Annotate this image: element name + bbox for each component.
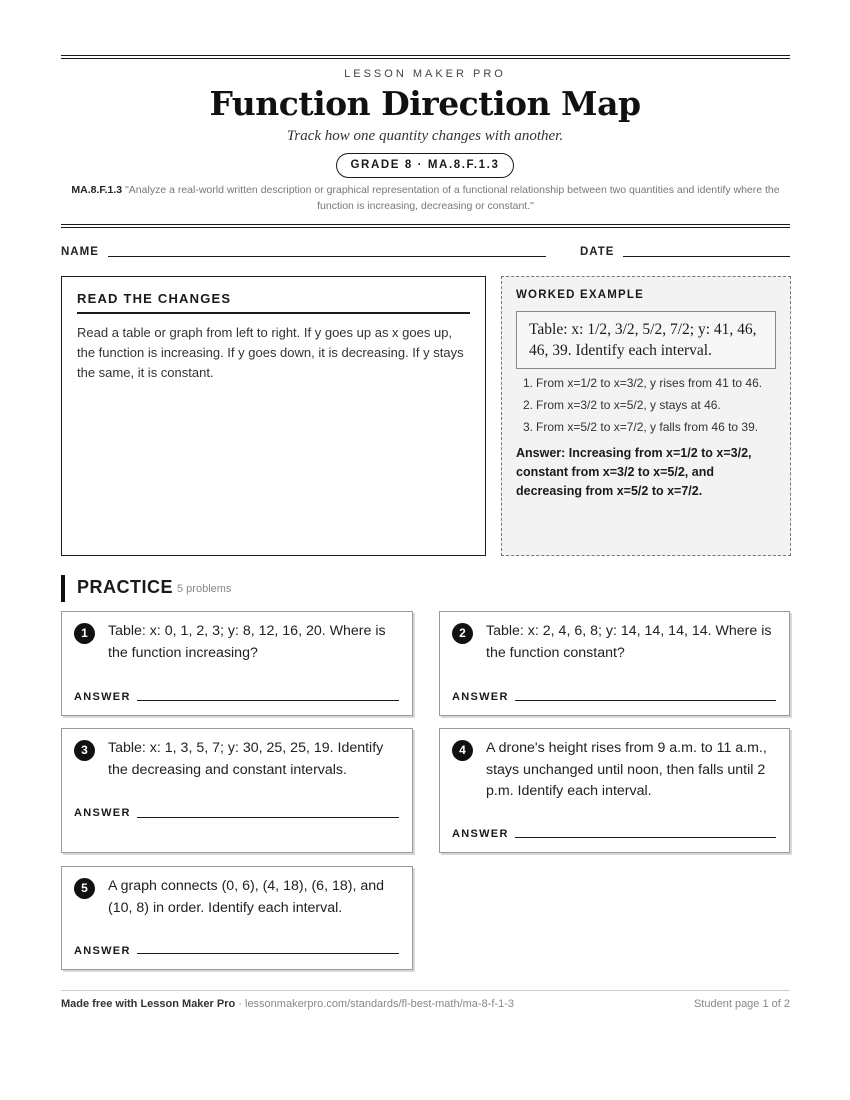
problem-number-badge: 4: [452, 740, 473, 761]
standard-text: "Analyze a real-world written description or graphical representation of a functional relationship between two quantities and identify where the function is increasing, decreasing or constant.": [125, 184, 780, 212]
step-number: 2.: [523, 398, 534, 412]
worksheet-subtitle: Track how one quantity changes with another.: [286, 128, 564, 144]
worked-example-steps: [516, 374, 776, 437]
problem-card-2: [439, 611, 790, 716]
step-text: From x=1/2 to x=3/2, y rises from 41 to 46.: [536, 376, 763, 390]
header-bottom-rule: [61, 224, 790, 225]
problem-card-4: [439, 728, 790, 853]
worked-example-answer: Answer: Increasing from x=1/2 to x=3/2, constant from x=3/2 to x=5/2, and decreasing from x=5/2 to x=7/2.: [516, 446, 752, 498]
answer-line[interactable]: [515, 700, 776, 701]
problem-number-badge: 2: [452, 623, 473, 644]
problem-text: Table: x: 1, 3, 5, 7; y: 30, 25, 25, 19. Identify the decreasing and constant intervals.: [108, 740, 384, 778]
standard-code: MA.8.F.1.3: [71, 184, 123, 196]
practice-accent-bar: [61, 575, 65, 602]
top-double-rule: [61, 55, 790, 56]
problem-number-badge: 3: [74, 740, 95, 761]
problem-text: A drone's height rises from 9 a.m. to 11 a.m., stays unchanged until noon, then falls until 2 p.m. Identify each interval.: [486, 740, 767, 799]
answer-label: ANSWER: [74, 691, 131, 703]
grade-badge: GRADE 8 · MA.8.F.1.3: [336, 153, 514, 178]
date-field[interactable]: [623, 256, 790, 257]
read-the-changes-box: [61, 276, 486, 556]
problem-text: A graph connects (0, 6), (4, 18), (6, 18), and (10, 8) in order. Identify each interval.: [108, 878, 385, 916]
problem-number-badge: 5: [74, 878, 95, 899]
answer-line[interactable]: [515, 837, 776, 838]
problem-card-1: [61, 611, 413, 716]
footer-made-with: Made free with Lesson Maker Pro: [61, 998, 236, 1010]
top-double-rule-inner: [61, 58, 790, 59]
worked-example-step: [516, 418, 776, 437]
answer-line[interactable]: [137, 817, 399, 818]
step-number: 1.: [523, 376, 534, 390]
footer-url[interactable]: · lessonmakerpro.com/standards/fl-best-math/ma-8-f-1-3: [238, 998, 514, 1010]
answer-label: ANSWER: [452, 828, 509, 840]
read-box-text: Read a table or graph from left to right. If y goes up as x goes up, the function is increasing. If y goes down, it is decreasing. If y stays the same, it is constant.: [77, 325, 464, 380]
worked-example-step: [516, 396, 776, 415]
footer-rule: [61, 990, 790, 991]
standard-description: [61, 182, 790, 214]
worked-example-step: [516, 374, 776, 393]
worked-example-title: WORKED EXAMPLE: [516, 289, 644, 301]
practice-title: PRACTICE: [77, 577, 174, 597]
answer-label: ANSWER: [452, 691, 509, 703]
answer-line[interactable]: [137, 953, 399, 954]
name-label: NAME: [61, 246, 99, 258]
answer-label: ANSWER: [74, 945, 131, 957]
read-box-title: READ THE CHANGES: [77, 291, 470, 314]
problem-number-badge: 1: [74, 623, 95, 644]
footer-page-number: Student page 1 of 2: [693, 998, 790, 1010]
brand-name: LESSON MAKER PRO: [344, 68, 506, 80]
problem-text: Table: x: 2, 4, 6, 8; y: 14, 14, 14, 14. Where is the function constant?: [486, 623, 772, 661]
worked-example-box: [501, 276, 791, 556]
problem-card-5: [61, 866, 413, 970]
step-text: From x=3/2 to x=5/2, y stays at 46.: [536, 398, 721, 412]
answer-line[interactable]: [137, 700, 399, 701]
problem-card-3: [61, 728, 413, 853]
answer-label: ANSWER: [74, 807, 131, 819]
worksheet-title: Function Direction Map: [209, 84, 641, 123]
date-label: DATE: [580, 246, 615, 258]
footer-credit: [61, 998, 514, 1010]
problem-text: Table: x: 0, 1, 2, 3; y: 8, 12, 16, 20. Where is the function increasing?: [108, 623, 386, 661]
step-text: From x=5/2 to x=7/2, y falls from 46 to 39.: [536, 420, 759, 434]
header-bottom-rule-inner: [61, 227, 790, 228]
practice-count: 5 problems: [177, 583, 232, 595]
name-field[interactable]: [108, 256, 546, 257]
worked-example-prompt: Table: x: 1/2, 3/2, 5/2, 7/2; y: 41, 46, 46, 39. Identify each interval.: [516, 311, 776, 369]
step-number: 3.: [523, 420, 534, 434]
